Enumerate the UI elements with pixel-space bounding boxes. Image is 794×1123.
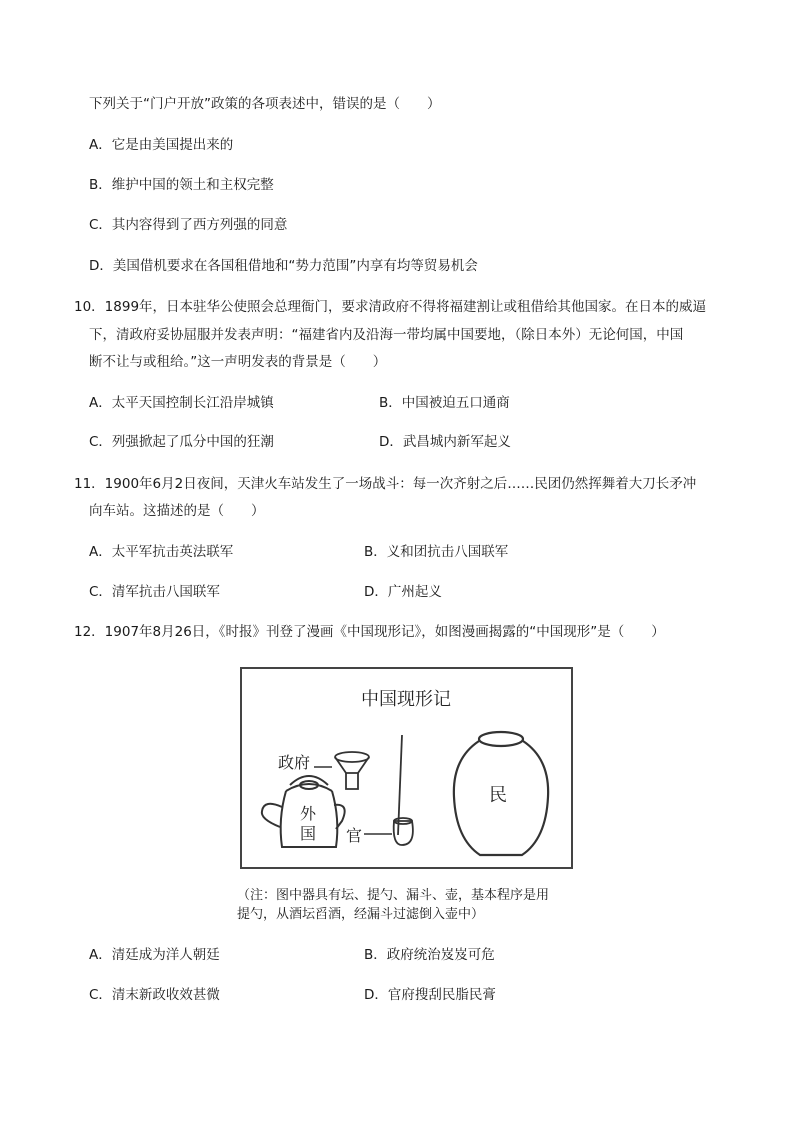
q12-option-c: C．清末新政收效甚微 xyxy=(89,987,220,1003)
q12-option-a: A．清廷成为洋人朝廷 xyxy=(89,947,220,963)
q10-stem-line-3: 断不让与或租给。”这一声明发表的背景是（ ） xyxy=(89,354,387,370)
comic-label-foreign-1: 外 xyxy=(300,804,317,823)
q9-option-a: A．它是由美国提出来的 xyxy=(89,137,234,153)
q10-option-c: C．列强掀起了瓜分中国的狂潮 xyxy=(89,434,274,450)
q11-option-a: A．太平军抗击英法联军 xyxy=(89,544,234,560)
funnel-icon xyxy=(335,752,369,789)
q12-option-b: B．政府统治岌岌可危 xyxy=(364,947,495,963)
ladle-icon xyxy=(394,735,413,845)
q12-option-d: D．官府搜刮民脂民膏 xyxy=(364,987,496,1003)
q10-stem-line-2: 下，清政府妥协屈服并发表声明：“福建省内及沿海一带均属中国要地，（除日本外）无论何国，中国 xyxy=(89,327,684,343)
comic-figure xyxy=(240,667,573,869)
comic-drawing xyxy=(242,669,570,866)
q12-stem: 12．1907年8月26日，《时报》刊登了漫画《中国现形记》，如图漫画揭露的“中国现形”是（ ） xyxy=(74,624,665,640)
q9-stem: 下列关于“门户开放”政策的各项表述中，错误的是（ ） xyxy=(89,96,441,112)
q11-option-b: B．义和团抗击八国联军 xyxy=(364,544,509,560)
comic-label-government: 政府 xyxy=(278,753,311,772)
comic-label-foreign-2: 国 xyxy=(300,824,317,843)
comic-label-official: 官 xyxy=(346,826,363,845)
q9-option-b: B．维护中国的领土和主权完整 xyxy=(89,177,274,193)
q10-option-d: D．武昌城内新军起义 xyxy=(379,434,511,450)
comic-label-people: 民 xyxy=(489,785,507,806)
q11-option-d: D．广州起义 xyxy=(364,584,442,600)
comic-title: 中国现形记 xyxy=(361,689,451,710)
comic-note-line-2: 提勺，从酒坛舀酒，经漏斗过滤倒入壶中） xyxy=(237,907,485,922)
q11-stem-line-2: 向车站。这描述的是（ ） xyxy=(89,503,265,519)
q10-option-b: B．中国被迫五口通商 xyxy=(379,395,510,411)
q9-option-c: C．其内容得到了西方列强的同意 xyxy=(89,217,288,233)
q11-stem-line-1: 11．1900年6月2日夜间，天津火车站发生了一场战斗：每一次齐射之后……民团仍然挥舞着大刀长矛冲 xyxy=(74,476,697,492)
q10-option-a: A．太平天国控制长江沿岸城镇 xyxy=(89,395,274,411)
q9-option-d: D．美国借机要求在各国租借地和“势力范围”内享有均等贸易机会 xyxy=(89,258,478,274)
q10-stem-line-1: 10．1899年，日本驻华公使照会总理衙门，要求清政府不得将福建割让或租借给其他国家。在日本的威逼 xyxy=(74,299,707,315)
comic-note-line-1: （注：图中器具有坛、提勺、漏斗、壶，基本程序是用 xyxy=(237,888,550,903)
q11-option-c: C．清军抗击八国联军 xyxy=(89,584,220,600)
